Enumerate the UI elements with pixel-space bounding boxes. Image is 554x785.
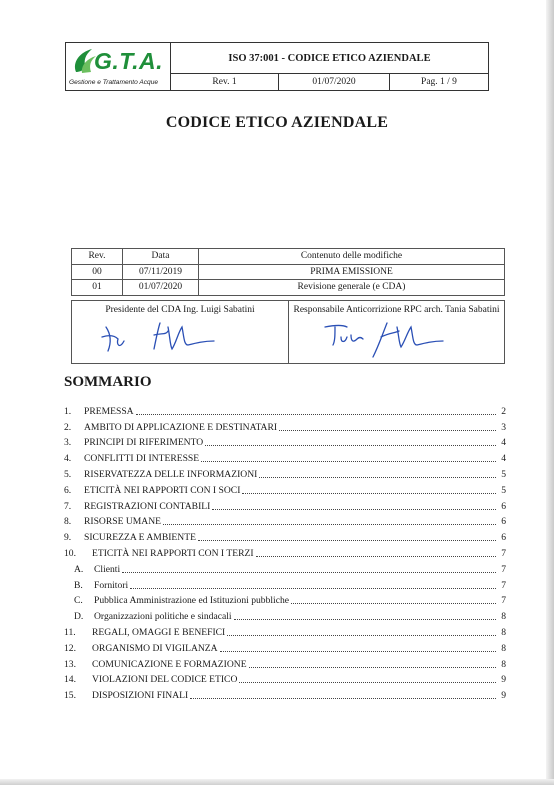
toc-page: 5 (501, 468, 506, 480)
toc-page: 4 (501, 437, 506, 449)
company-logo (66, 43, 171, 90)
document-title: CODICE ETICO AZIENDALE (165, 114, 389, 131)
document-code: ISO 37:001 - CODICE ETICO AZIENDALE (171, 43, 488, 74)
toc-number: 6. (64, 484, 72, 496)
toc-item[interactable] (64, 528, 506, 544)
toc-label: DISPOSIZIONI FINALI (92, 690, 189, 702)
toc-item[interactable] (64, 418, 506, 434)
toc-leader (239, 682, 496, 683)
toc-label: Pubblica Amministrazione ed Istituzioni pubbliche (94, 595, 290, 607)
toc-label: AMBITO DI APPLICAZIONE E DESTINATARI (84, 421, 278, 433)
toc-label: VIOLAZIONI DEL CODICE ETICO (92, 674, 238, 686)
toc-label: COMUNICAZIONE E FORMAZIONE (92, 658, 247, 670)
signature-role: Responsabile Anticorrizione RPC arch. Tania Sabatini (293, 305, 500, 315)
toc-leader (163, 524, 496, 525)
toc-label: REGALI, OMAGGI E BENEFICI (92, 626, 226, 638)
toc-leader (136, 414, 496, 415)
toc-label: CONFLITTI DI INTERESSE (84, 453, 200, 465)
toc-page: 8 (501, 626, 506, 638)
header-cell: Data (123, 249, 199, 265)
toc-leader (279, 430, 496, 431)
toc-page: 7 (501, 595, 506, 607)
toc-page: 7 (501, 579, 506, 591)
toc-item[interactable] (64, 434, 506, 450)
toc-leader (205, 445, 496, 446)
toc-page: 9 (501, 674, 506, 686)
toc-item[interactable] (64, 544, 506, 560)
toc-label: RISORSE UMANE (84, 516, 162, 528)
toc-item[interactable] (64, 497, 506, 513)
toc-leader (212, 509, 496, 510)
toc-leader (201, 461, 496, 462)
toc-subitem[interactable] (64, 607, 506, 623)
summary-heading: SOMMARIO (64, 374, 152, 390)
table-row (72, 264, 505, 280)
toc-page: 6 (501, 532, 506, 544)
toc-number: 1. (64, 405, 72, 417)
toc-page: 9 (501, 690, 506, 702)
table-of-contents (64, 402, 506, 702)
header-cell: Rev. (72, 249, 123, 265)
toc-number: 5. (64, 468, 72, 480)
toc-page: 8 (501, 658, 506, 670)
table-cell: 01/07/2020 (123, 280, 199, 296)
toc-number: C. (74, 595, 83, 607)
toc-page: 8 (501, 611, 506, 623)
revision-table-header (72, 249, 505, 265)
toc-item[interactable] (64, 465, 506, 481)
logo-text: G.T.A. (94, 48, 164, 74)
toc-label: ETICITÀ NEI RAPPORTI CON I TERZI (92, 547, 254, 559)
toc-leader (256, 556, 496, 557)
toc-number: D. (74, 611, 84, 623)
toc-page: 2 (501, 405, 506, 417)
signature-president (72, 301, 288, 363)
table-cell: 01 (72, 280, 123, 296)
toc-label: ORGANISMO DI VIGILANZA (92, 642, 218, 654)
toc-page: 4 (501, 453, 506, 465)
toc-leader (130, 588, 496, 589)
toc-leader (234, 619, 496, 620)
table-cell: 00 (72, 264, 123, 280)
toc-page: 5 (501, 484, 506, 496)
header-date: 01/07/2020 (279, 74, 390, 91)
toc-leader (227, 635, 496, 636)
toc-number: 8. (64, 516, 72, 528)
toc-page: 7 (501, 563, 506, 575)
toc-page: 6 (501, 500, 506, 512)
toc-label: Fornitori (94, 579, 129, 591)
toc-number: 3. (64, 437, 72, 449)
toc-leader (220, 651, 496, 652)
toc-label: PRINCIPI DI RIFERIMENTO (84, 437, 204, 449)
toc-number: 15. (64, 690, 76, 702)
toc-leader (249, 667, 496, 668)
toc-subitem[interactable] (64, 560, 506, 576)
toc-number: 2. (64, 421, 72, 433)
toc-number: 10. (64, 547, 76, 559)
document-header (65, 42, 489, 91)
toc-leader (259, 477, 496, 478)
toc-label: PREMESSA (84, 405, 134, 417)
table-row (72, 280, 505, 296)
logo-subtitle: Gestione e Trattamento Acque (69, 79, 159, 86)
toc-number: 11. (64, 626, 76, 638)
toc-leader (242, 493, 496, 494)
toc-label: Organizzazioni politiche e sindacali (94, 611, 232, 623)
toc-page: 8 (501, 642, 506, 654)
toc-page: 3 (501, 421, 506, 433)
toc-item[interactable] (64, 639, 506, 655)
toc-item[interactable] (64, 686, 506, 702)
toc-item[interactable] (64, 655, 506, 671)
revision-table (71, 248, 505, 296)
toc-label: ETICITÀ NEI RAPPORTI CON I SOCI (84, 484, 241, 496)
table-cell: Revisione generale (e CDA) (199, 280, 505, 296)
toc-item[interactable] (64, 481, 506, 497)
toc-item[interactable] (64, 402, 506, 418)
header-cell: Contenuto delle modifiche (199, 249, 505, 265)
toc-number: 12. (64, 642, 76, 654)
toc-item[interactable] (64, 623, 506, 639)
handwritten-signature-icon (72, 315, 288, 363)
toc-page: 6 (501, 516, 506, 528)
toc-leader (122, 572, 496, 573)
toc-number: B. (74, 579, 83, 591)
signature-role: Presidente del CDA Ing. Luigi Sabatini (105, 305, 255, 315)
signature-box (71, 300, 505, 364)
toc-item[interactable] (64, 449, 506, 465)
toc-number: 7. (64, 500, 72, 512)
toc-item[interactable] (64, 513, 506, 529)
toc-number: 14. (64, 674, 76, 686)
toc-subitem[interactable] (64, 576, 506, 592)
toc-label: REGISTRAZIONI CONTABILI (84, 500, 211, 512)
table-cell: PRIMA EMISSIONE (199, 264, 505, 280)
toc-label: Clienti (94, 563, 121, 575)
header-page-number: Pag. 1 / 9 (421, 77, 457, 87)
handwritten-signature-icon (289, 315, 505, 363)
toc-item[interactable] (64, 671, 506, 687)
toc-number: A. (74, 563, 84, 575)
signature-anticorruption (288, 301, 504, 363)
header-revision: Rev. 1 (171, 74, 279, 91)
table-cell: 07/11/2019 (123, 264, 199, 280)
toc-number: 4. (64, 453, 72, 465)
toc-page: 7 (501, 547, 506, 559)
toc-leader (198, 540, 496, 541)
toc-label: RISERVATEZZA DELLE INFORMAZIONI (84, 468, 258, 480)
toc-label: SICUREZZA E AMBIENTE (84, 532, 196, 544)
toc-number: 13. (64, 658, 76, 670)
toc-number: 9. (64, 532, 72, 544)
toc-subitem[interactable] (64, 592, 506, 608)
page-edge-bottom (0, 779, 554, 785)
toc-leader (190, 698, 496, 699)
toc-leader (291, 603, 496, 604)
